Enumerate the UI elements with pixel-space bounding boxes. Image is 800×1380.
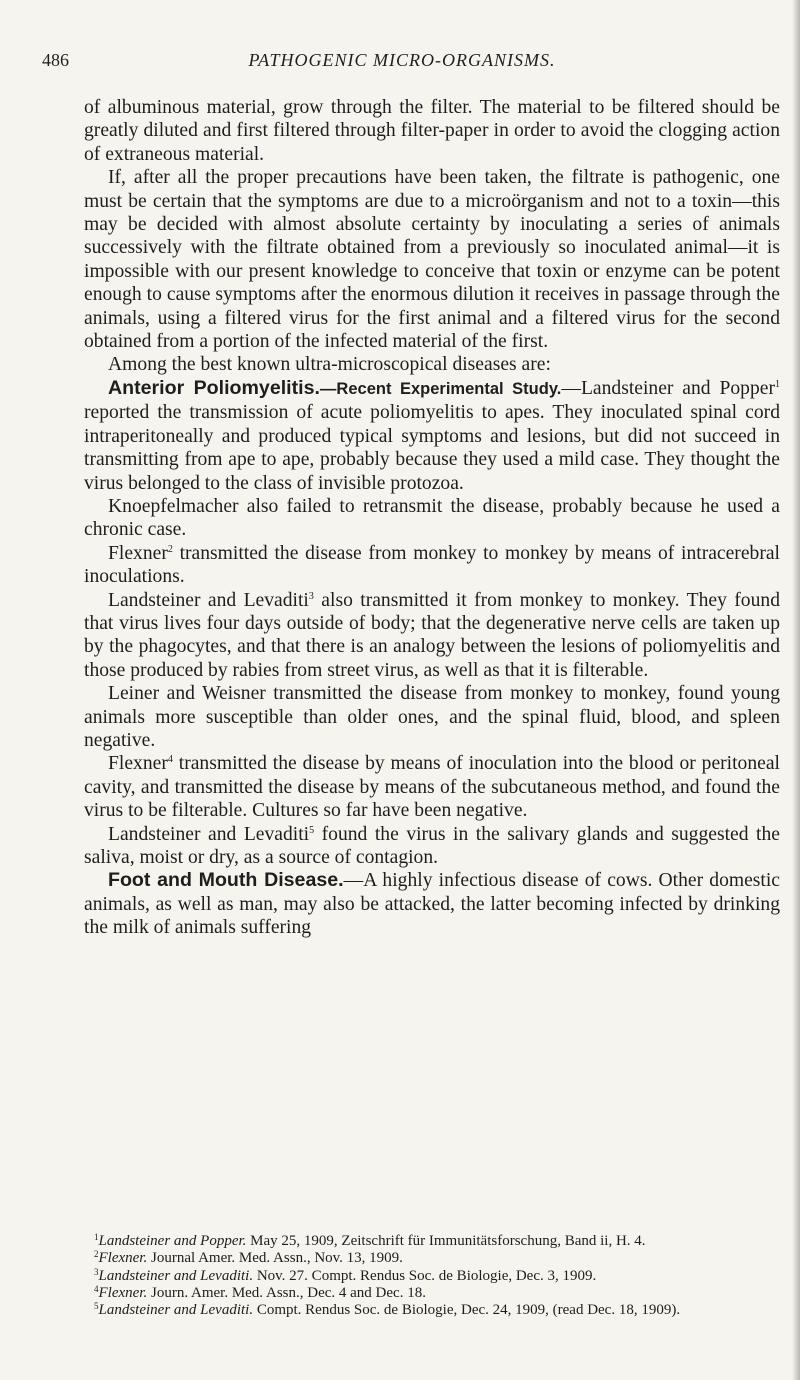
footnote-text: Journal Amer. Med. Assn., Nov. 13, 1909.: [147, 1250, 403, 1267]
paragraph: of albuminous material, grow through the filter. The material to be filtered should be greatly diluted and first filtered through filter-paper in order to avoid the clogging action of extraneous material.: [84, 97, 780, 165]
paragraph: [84, 823, 780, 870]
section-heading: Anterior Poliomyelitis.: [108, 376, 320, 399]
footnote-marker: 5: [309, 824, 315, 836]
footnote-mark: 3: [94, 1266, 99, 1277]
footnote-mark: 1: [94, 1232, 99, 1242]
footnote-text: Compt. Rendus Soc. de Biologie, Dec. 24, 1909, (read Dec. 18, 1909).: [253, 1302, 681, 1319]
paragraph-text: transmitted the disease by means of inoculation into the blood or peritoneal cavity, and transmitted the disease by means of the subcutaneous method, and found the virus to be filterable. Cultures so far have been negative.: [84, 753, 780, 822]
paragraph: Leiner and Weisner transmitted the disease from monkey to monkey, found young animals more susceptible than older ones, and the spinal fluid, blood, and spleen negative.: [84, 683, 780, 751]
paragraph-text: Landsteiner and Levaditi: [108, 823, 310, 845]
paragraph: [84, 589, 780, 683]
page-number: 486: [42, 50, 69, 70]
footnote-author: Landsteiner and Popper.: [98, 1233, 247, 1249]
paragraph-text: —Landsteiner and Popper: [561, 377, 775, 399]
footnote-marker: 1: [774, 378, 780, 390]
footnote-text: May 25, 1909, Zeitschrift für Immunitätsforschung, Band ii, H. 4.: [246, 1233, 646, 1249]
paragraph: [84, 542, 780, 589]
paragraph-text: found the virus in the salivary glands and suggested the saliva, moist or dry, as a source of contagion.: [84, 823, 780, 868]
footnote-marker: 2: [167, 543, 173, 555]
footnote: [84, 1233, 780, 1250]
paragraph-text: —A highly infectious disease of cows. Other domestic animals, as well as man, may also be attacked, the latter becoming infected by drinking the milk of animals suffering: [84, 870, 781, 939]
running-title: PATHOGENIC MICRO-ORGANISMS.: [248, 50, 556, 70]
paragraph-text: transmitted the disease from monkey to monkey by means of intracerebral inoculations.: [84, 542, 780, 588]
footnote-text: Nov. 27. Compt. Rendus Soc. de Biologie, Dec. 3, 1909.: [253, 1267, 597, 1284]
paragraph: Among the best known ultra-microscopical diseases are:: [108, 354, 551, 376]
paragraph: Knoepfelmacher also failed to retransmit the disease, probably because he used a chronic case.: [84, 495, 780, 541]
footnote: [84, 1268, 780, 1285]
page-header: [42, 50, 762, 80]
paragraph: [84, 752, 780, 822]
footnote-mark: 5: [94, 1301, 99, 1312]
footnote-marker: 3: [308, 590, 314, 602]
footnote-marker: 4: [167, 754, 173, 766]
footnote: [84, 1285, 780, 1302]
paragraph-text: also transmitted it from monkey to monkey. They found that virus lives four days outside of body; that the degenerative nerve cells are taken up by the phagocytes, and that there is an analogy between the lesions of poliomyelitis and those produced by rabies from street virus, as well as that it is filterable.: [84, 589, 780, 681]
paragraph: [84, 869, 780, 939]
footnote-text: Journ. Amer. Med. Assn., Dec. 4 and Dec. 18.: [147, 1284, 426, 1301]
footnote: [84, 1302, 780, 1319]
paragraph-text: Flexner: [108, 542, 168, 564]
section-subheading: —Recent Experimental Study.: [319, 379, 562, 398]
paragraph-text: Flexner: [108, 753, 168, 775]
page-edge-shadow: [792, 0, 800, 1380]
footnote-author: Landsteiner and Levaditi.: [98, 1267, 254, 1284]
paragraph: If, after all the proper precautions have been taken, the filtrate is pathogenic, one must be certain that the symptoms are due to a microörganism and not to a toxin—this may be decided with almost absolute certainty by inoculating a series of animals successively with the filtrate obtained from a previously so inoculated animal—it is impossible with our present knowledge to conceive that toxin or enzyme can be potent enough to cause symptoms after the enormous dilution it receives in passage through the animals, using a filtered virus for the first animal and a filtered virus for the second obtained from a portion of the infected material of the first.: [84, 167, 780, 353]
body-text: [84, 96, 780, 940]
footnotes: [84, 1233, 780, 1319]
footnote-mark: 2: [94, 1249, 99, 1260]
paragraph: [84, 377, 780, 495]
footnote: [84, 1250, 780, 1267]
footnote-mark: 4: [94, 1283, 99, 1294]
paragraph-text: reported the transmission of acute poliomyelitis to apes. They inoculated spinal cord intraperitoneally and produced typical symptoms and lesions, but did not succeed in transmitting from ape to ape, probably because they used a mild case. They thought the virus belonged to the class of invisible protozoa.: [84, 402, 780, 494]
footnote-author: Landsteiner and Levaditi.: [98, 1302, 254, 1319]
paragraph-text: Landsteiner and Levaditi: [108, 589, 309, 611]
section-heading: Foot and Mouth Disease.: [108, 869, 344, 892]
footnote-author: Flexner.: [98, 1250, 148, 1267]
footnote-author: Flexner.: [98, 1284, 148, 1301]
